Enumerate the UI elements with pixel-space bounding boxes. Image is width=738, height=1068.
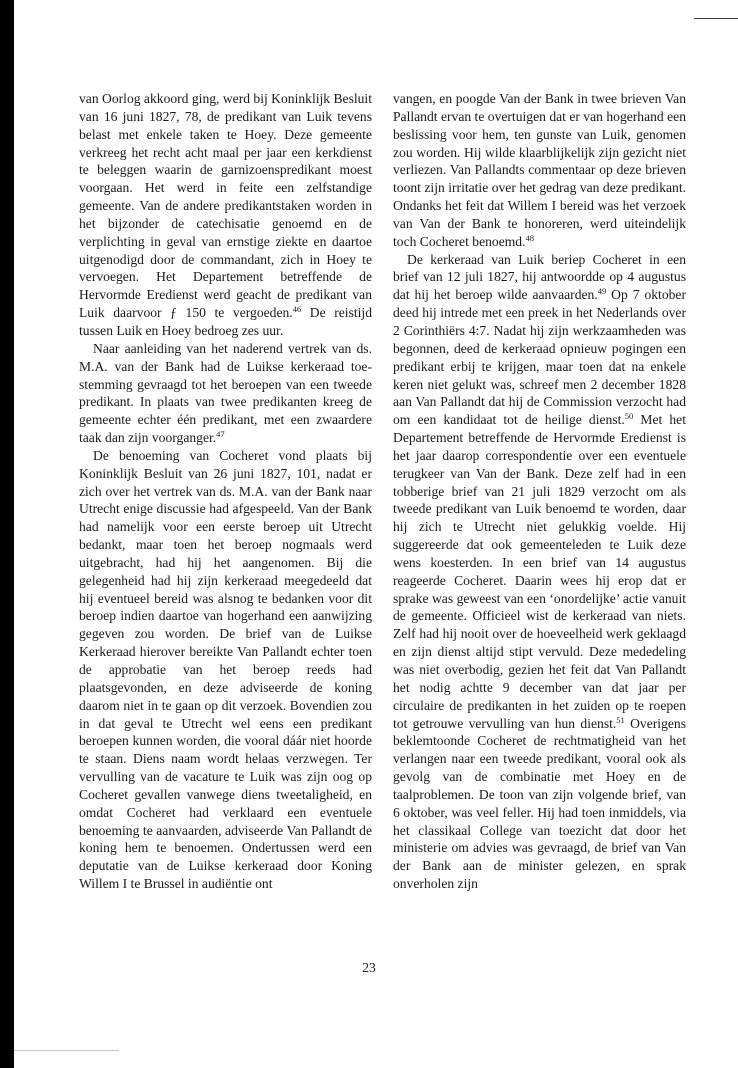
header-rule — [694, 18, 738, 19]
footnote-ref: 48 — [525, 232, 534, 243]
footnote-ref: 46 — [292, 304, 302, 315]
right-text-column — [393, 90, 686, 893]
paragraph-text: De benoeming van Cocheret vond plaats bij Koninklijk Besluit van 26 juni 1827, 101, nadat er zich over het vertrek van ds. M.A. van der Bank naar Utrecht enige discussie had afgespeeld. Van der Bank had namelijk voor een eerste beroep uit Utrecht bedankt, maar toen het beroep nogmaals werd uitgebracht, had hij het aangenomen. Bij die gelegenheid had hij zijn kerkeraad meegedeeld dat hij eventueel bereid was alsnog te bedanken voor dit beroep indien daartoe van hogerhand een aanwijzing gegeven zou worden. De brief van de Luikse Kerkeraad hierover bereikte Van Pallandt echter toen de approbatie van het beroep reeds had plaatsgevonden, en deze adviseerde de koning daarom niet in te gaan op dit verzoek. Bovendien zou in dat geval te Utrecht wel eens een predikant beroepen kunnen worden, die vooral dáár niet hoorde te staan. Diens naam wordt helaas verzwegen. Ter vervulling van de vacature te Luik was zijn oog op Cocheret gevallen vanwege diens tweetaligheid, en omdat Cocheret had verklaard een eventuele benoeming te aanvaarden, adviseerde Van Pallandt de koning hem te benoemen. Ondertussen werd een deputatie van de Luikse kerkeraad door Koning Willem I te Brussel in audiëntie ont — [79, 447, 372, 892]
paragraph — [393, 251, 686, 893]
paragraph-text: van Oorlog akkoord ging, werd bij Koninklijk Besluit van 16 juni 1827, 78, de predikant van Luik tevens belast met enkele taken te Hoey. Deze gemeente verkreeg het recht acht maal per jaar een kerkdienst te beleggen waarin de garnizoenspredikant moest voorgaan. Het werd in feite een zelfstandige gemeente. Van de andere predikantstaken worden in het bijzonder de catechisatie genoemd en de verplichting in geval van ernstige ziekte en daartoe uitgenodigd door de commandant, zich in Hoey te vervoegen. Het Departement betreffende de Hervormde Eredienst werd geacht de predikant van Luik daarvoor ƒ 150 te vergoeden. — [79, 91, 372, 321]
paragraph-text: vangen, en poogde Van der Bank in twee brieven Van Pallandt ervan te overtuigen dat er van hogerhand een beslissing voor hem, ten gunste van Luik, genomen zou worden. Hij wilde klaarblijkelijk zijn gezicht niet verliezen. Van Pallandts commentaar op deze brieven toont zijn irritatie over het gedrag van deze predikant. Ondanks het feit dat Willem I bereid was het verzoek van Van der Bank te honoreren, werd uiteindelijk toch Cocheret benoemd. — [393, 91, 686, 249]
scan-binding-edge — [0, 0, 14, 1068]
footnote-ref: 49 — [597, 286, 607, 297]
paragraph-text: Naar aanleiding van het naderend vertrek van ds. M.A. van der Bank had de Luikse kerkeraad toestemming gevraagd tot het beroepen van een tweede predikant. In plaats van twee predikanten kreeg de gemeente echter één predikant, met een zwaardere taak dan zijn voorganger. — [79, 340, 372, 446]
footer-rule — [14, 1050, 164, 1051]
paragraph — [79, 447, 372, 893]
paragraph-text: Overigens beklemtoonde Cocheret de rechtmatigheid van het verlangen naar een tweede predikant, vooral ook als gevolg van de combinatie met Hoey en de taalproblemen. De toon van zijn volgende brief, van 6 oktober, was veel feller. Hij had toen inmiddels, via het classikaal College van toezicht dat door het ministerie om advies was gevraagd, de brief van Van der Bank aan de minister gelezen, en sprak onverholen zijn — [393, 715, 686, 892]
paragraph-text: Met het Departement betreffende de Hervormde Eredienst is het jaar daarop correspondentie over een eventuele terugkeer van Van der Bank. Deze zelf had in een tobberige brief van 21 juli 1829 verzocht om als tweede predikant van Luik benoemd te worden, daar hij zich te Utrecht niet gelukkig voelde. Hij suggereerde dat ook gemeenteleden te Luik deze wens koesterden. In een brief van 14 augustus reageerde Cocheret. Daarin wees hij erop dat er sprake was geweest van een ‘onordelijke’ actie vanuit de gemeente. Officieel wist de kerkeraad van niets. Zelf had hij nooit over de hoeveelheid werk geklaagd en zijn dienst altijd stipt vervuld. Deze mededeling was niet overbodig, gezien het feit dat Van Pallandt het nodig achtte 9 december van dat jaar per circulaire de predikanten in het zuiden op te roepen tot getrouwe vervulling van hun dienst. — [393, 412, 686, 731]
paragraph — [79, 340, 372, 447]
paragraph-text: Op 7 oktober deed hij intrede met een preek in het Nederlands over 2 Corinthiërs 4:7. Nadat hij zijn werkzaamheden was begonnen, deed de kerkeraad opnieuw pogingen een predikant erbij te krijgen, maar toen dat na enkele keren niet gelukt was, schreef men 2 december 1828 aan Van Pallandt dat hij de Commission verzocht had om een kandidaat tot de heilige dienst. — [393, 287, 686, 428]
page-number: 23 — [362, 960, 376, 975]
paragraph-text: De kerkeraad van Luik beriep Cocheret in een brief van 12 juli 1827, hij antwoordde op 4 augustus dat hij het beroep wilde aanvaarden. — [393, 251, 686, 303]
footnote-ref: 50 — [624, 411, 634, 422]
paragraph — [79, 90, 372, 340]
footnote-ref: 47 — [216, 429, 225, 440]
left-text-column — [79, 90, 372, 893]
paragraph — [393, 90, 686, 251]
paragraph-text: De reistijd tussen Luik en Hoey bedroeg zes uur. — [79, 305, 372, 338]
footnote-ref: 51 — [616, 714, 625, 725]
